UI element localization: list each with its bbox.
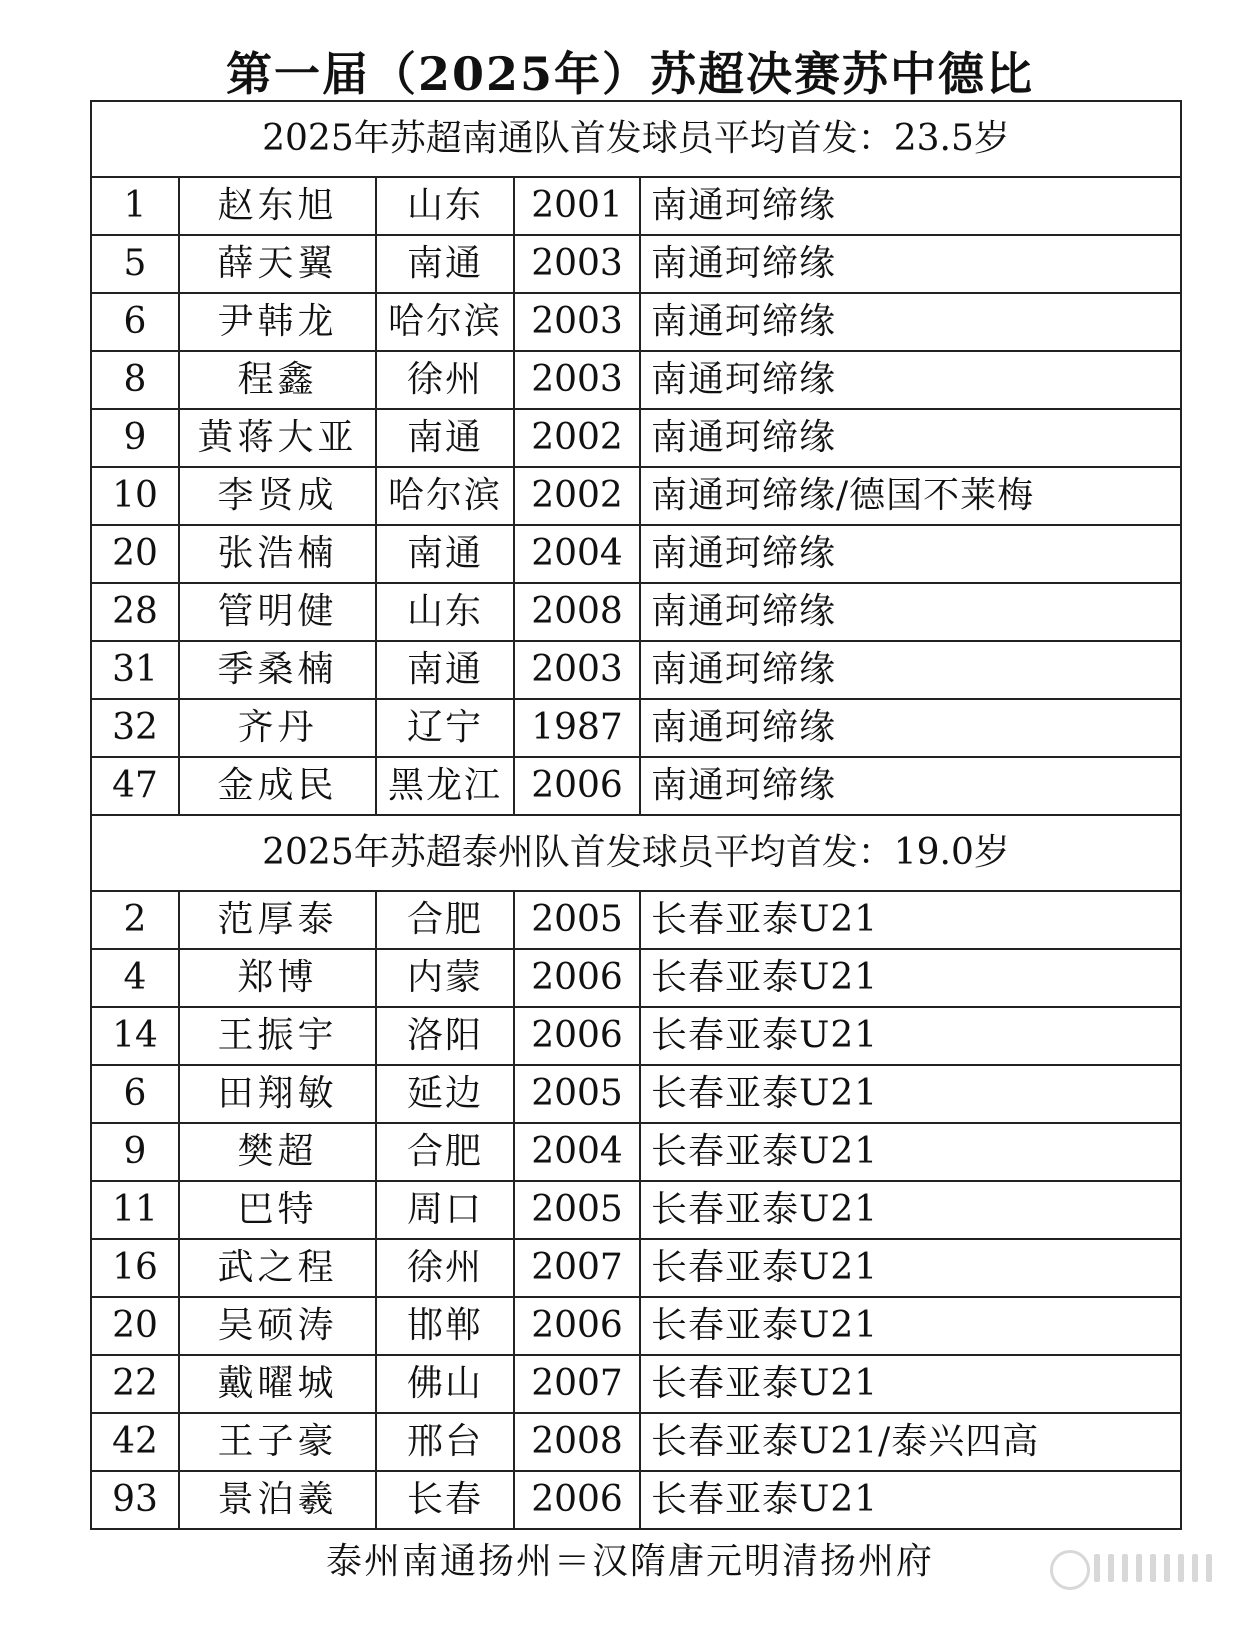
- player-name: 王子豪: [179, 1413, 376, 1471]
- player-birth-year: 2006: [514, 757, 640, 815]
- player-number: 6: [91, 1065, 179, 1123]
- player-club: 南通珂缔缘/德国不莱梅: [640, 467, 1181, 525]
- player-hometown: 南通: [376, 525, 514, 583]
- page-title: 第一届（2025年）苏超决赛苏中德比: [225, 47, 1035, 101]
- player-hometown: 延边: [376, 1065, 514, 1123]
- table-row: [91, 1065, 1181, 1123]
- table-row: [91, 235, 1181, 293]
- table-row: [91, 177, 1181, 235]
- player-name: 金成民: [179, 757, 376, 815]
- player-hometown: 南通: [376, 409, 514, 467]
- barcode-icon: [1094, 1554, 1234, 1584]
- table-row: [91, 1181, 1181, 1239]
- taizhou-section-header-row: [91, 815, 1181, 891]
- player-name: 巴特: [179, 1181, 376, 1239]
- player-club: 长春亚泰U21: [640, 1007, 1181, 1065]
- player-birth-year: 2005: [514, 1181, 640, 1239]
- player-birth-year: 2003: [514, 235, 640, 293]
- player-club: 南通珂缔缘: [640, 641, 1181, 699]
- player-number: 6: [91, 293, 179, 351]
- player-name: 戴曜城: [179, 1355, 376, 1413]
- table-row: [91, 891, 1181, 949]
- player-number: 47: [91, 757, 179, 815]
- table-row: [91, 641, 1181, 699]
- player-hometown: 徐州: [376, 351, 514, 409]
- player-birth-year: 2001: [514, 177, 640, 235]
- player-birth-year: 2004: [514, 1123, 640, 1181]
- player-birth-year: 2004: [514, 525, 640, 583]
- player-club: 长春亚泰U21: [640, 1123, 1181, 1181]
- footer-note: 泰州南通扬州＝汉隋唐元明清扬州府: [325, 1541, 934, 1582]
- player-birth-year: 2003: [514, 351, 640, 409]
- player-hometown: 黑龙江: [376, 757, 514, 815]
- player-name: 赵东旭: [179, 177, 376, 235]
- player-hometown: 佛山: [376, 1355, 514, 1413]
- player-hometown: 哈尔滨: [376, 467, 514, 525]
- player-hometown: 合肥: [376, 1123, 514, 1181]
- table-row: [91, 351, 1181, 409]
- player-birth-year: 2005: [514, 1065, 640, 1123]
- player-hometown: 辽宁: [376, 699, 514, 757]
- player-club: 南通珂缔缘: [640, 699, 1181, 757]
- table-row: [91, 1007, 1181, 1065]
- player-hometown: 洛阳: [376, 1007, 514, 1065]
- player-club: 南通珂缔缘: [640, 409, 1181, 467]
- player-club: 长春亚泰U21: [640, 1471, 1181, 1529]
- player-club: 长春亚泰U21: [640, 1181, 1181, 1239]
- player-name: 季桑楠: [179, 641, 376, 699]
- taizhou-section-header: 2025年苏超泰州队首发球员平均首发：19.0岁: [91, 815, 1181, 891]
- player-club: 南通珂缔缘: [640, 351, 1181, 409]
- player-number: 1: [91, 177, 179, 235]
- table-row: [91, 293, 1181, 351]
- player-birth-year: 2008: [514, 1413, 640, 1471]
- watermark: [1050, 1550, 1240, 1590]
- player-number: 9: [91, 409, 179, 467]
- player-club: 长春亚泰U21: [640, 949, 1181, 1007]
- player-number: 31: [91, 641, 179, 699]
- player-hometown: 合肥: [376, 891, 514, 949]
- player-club: 南通珂缔缘: [640, 525, 1181, 583]
- nantong-section-header-row: [91, 101, 1181, 177]
- player-club: 长春亚泰U21: [640, 1065, 1181, 1123]
- table-row: [91, 949, 1181, 1007]
- player-hometown: 山东: [376, 177, 514, 235]
- table-row: [91, 409, 1181, 467]
- player-number: 93: [91, 1471, 179, 1529]
- player-number: 28: [91, 583, 179, 641]
- player-number: 2: [91, 891, 179, 949]
- player-birth-year: 2002: [514, 409, 640, 467]
- player-birth-year: 2007: [514, 1239, 640, 1297]
- player-hometown: 长春: [376, 1471, 514, 1529]
- player-number: 4: [91, 949, 179, 1007]
- player-club: 南通珂缔缘: [640, 757, 1181, 815]
- player-hometown: 山东: [376, 583, 514, 641]
- player-number: 11: [91, 1181, 179, 1239]
- player-name: 吴硕涛: [179, 1297, 376, 1355]
- player-number: 16: [91, 1239, 179, 1297]
- player-club: 长春亚泰U21: [640, 891, 1181, 949]
- player-name: 景泊羲: [179, 1471, 376, 1529]
- player-birth-year: 2006: [514, 1471, 640, 1529]
- player-number: 5: [91, 235, 179, 293]
- player-name: 李贤成: [179, 467, 376, 525]
- nantong-section-header: 2025年苏超南通队首发球员平均首发：23.5岁: [91, 101, 1181, 177]
- player-name: 齐丹: [179, 699, 376, 757]
- table-row: [91, 1413, 1181, 1471]
- table-row: [91, 699, 1181, 757]
- table-row: [91, 1355, 1181, 1413]
- player-hometown: 南通: [376, 641, 514, 699]
- table-row: [91, 1239, 1181, 1297]
- player-birth-year: 2006: [514, 1007, 640, 1065]
- player-number: 42: [91, 1413, 179, 1471]
- player-club: 南通珂缔缘: [640, 235, 1181, 293]
- player-birth-year: 2002: [514, 467, 640, 525]
- player-name: 郑博: [179, 949, 376, 1007]
- player-club: 南通珂缔缘: [640, 583, 1181, 641]
- player-name: 程鑫: [179, 351, 376, 409]
- player-birth-year: 2008: [514, 583, 640, 641]
- table-row: [91, 1297, 1181, 1355]
- player-club: 长春亚泰U21/泰兴四高: [640, 1413, 1181, 1471]
- player-name: 张浩楠: [179, 525, 376, 583]
- table-row: [91, 757, 1181, 815]
- table-row: [91, 1471, 1181, 1529]
- table-row: [91, 583, 1181, 641]
- player-hometown: 邢台: [376, 1413, 514, 1471]
- player-hometown: 周口: [376, 1181, 514, 1239]
- player-name: 尹韩龙: [179, 293, 376, 351]
- player-birth-year: 2006: [514, 1297, 640, 1355]
- lineup-table: [90, 100, 1182, 1530]
- player-birth-year: 2007: [514, 1355, 640, 1413]
- player-number: 20: [91, 525, 179, 583]
- player-name: 范厚泰: [179, 891, 376, 949]
- player-number: 32: [91, 699, 179, 757]
- player-birth-year: 2003: [514, 641, 640, 699]
- player-hometown: 邯郸: [376, 1297, 514, 1355]
- player-name: 王振宇: [179, 1007, 376, 1065]
- player-birth-year: 1987: [514, 699, 640, 757]
- player-birth-year: 2003: [514, 293, 640, 351]
- player-hometown: 内蒙: [376, 949, 514, 1007]
- player-club: 南通珂缔缘: [640, 177, 1181, 235]
- player-club: 长春亚泰U21: [640, 1355, 1181, 1413]
- table-row: [91, 467, 1181, 525]
- player-club: 南通珂缔缘: [640, 293, 1181, 351]
- player-name: 樊超: [179, 1123, 376, 1181]
- player-number: 9: [91, 1123, 179, 1181]
- player-number: 10: [91, 467, 179, 525]
- player-name: 黄蒋大亚: [179, 409, 376, 467]
- player-hometown: 徐州: [376, 1239, 514, 1297]
- player-name: 田翔敏: [179, 1065, 376, 1123]
- player-number: 14: [91, 1007, 179, 1065]
- player-number: 8: [91, 351, 179, 409]
- player-birth-year: 2006: [514, 949, 640, 1007]
- player-club: 长春亚泰U21: [640, 1297, 1181, 1355]
- circle-icon: [1050, 1550, 1090, 1590]
- player-number: 22: [91, 1355, 179, 1413]
- table-row: [91, 1123, 1181, 1181]
- player-name: 管明健: [179, 583, 376, 641]
- table-row: [91, 525, 1181, 583]
- player-hometown: 南通: [376, 235, 514, 293]
- player-hometown: 哈尔滨: [376, 293, 514, 351]
- player-club: 长春亚泰U21: [640, 1239, 1181, 1297]
- player-birth-year: 2005: [514, 891, 640, 949]
- player-name: 薛天翼: [179, 235, 376, 293]
- player-number: 20: [91, 1297, 179, 1355]
- player-name: 武之程: [179, 1239, 376, 1297]
